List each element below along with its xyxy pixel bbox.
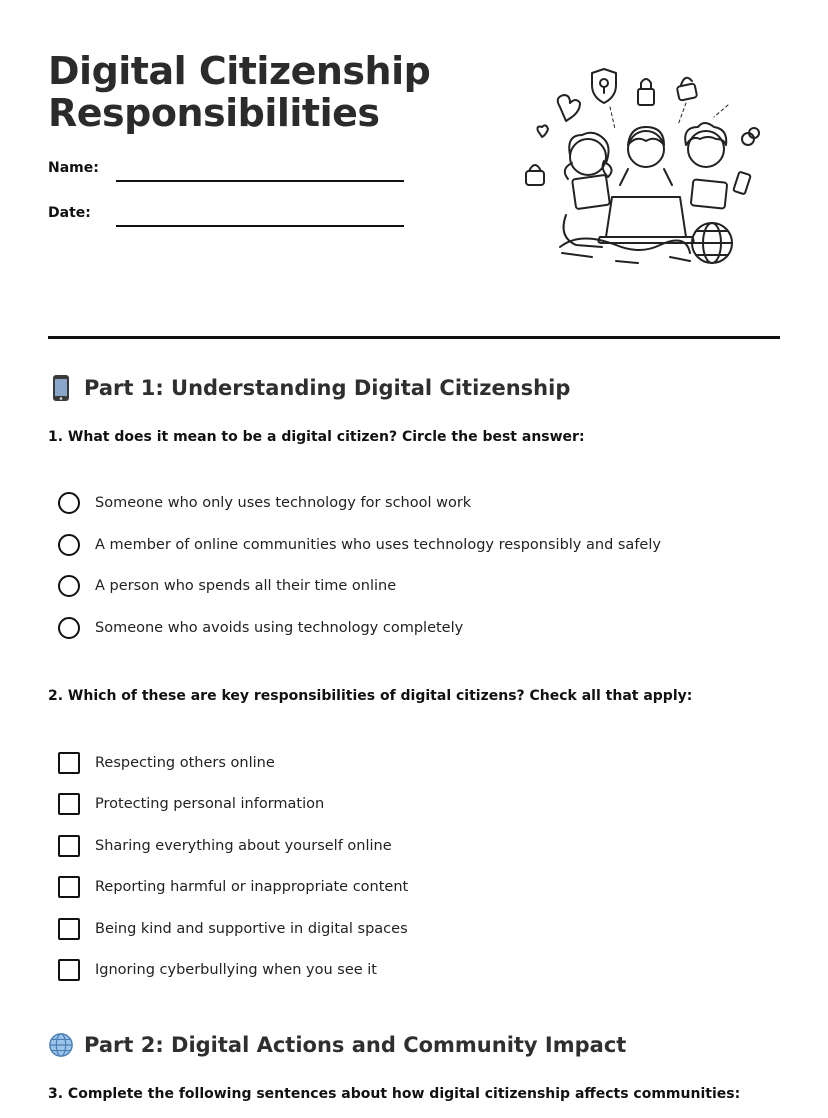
part2-title: Part 2: Digital Actions and Community Impact [84,1033,627,1057]
name-label: Name: [48,160,99,176]
checkbox[interactable] [58,793,80,815]
q2-option-text: Protecting personal information [95,796,325,812]
q2-option[interactable] [58,792,324,816]
part1-heading [48,374,570,402]
mobile-phone-icon [48,374,74,402]
radio-circle[interactable] [58,492,80,514]
q2-option[interactable] [58,875,408,899]
title-line-1: Digital Citizenship [48,49,431,93]
q2-option-text: Ignoring cyberbullying when you see it [95,962,377,978]
radio-circle[interactable] [58,534,80,556]
radio-circle[interactable] [58,617,80,639]
part1-title: Part 1: Understanding Digital Citizenship [84,376,571,400]
name-input-line[interactable] [116,180,404,182]
q1-option-text: Someone who only uses technology for school work [95,495,472,511]
q1-option-text: A person who spends all their time online [95,578,397,594]
radio-circle[interactable] [58,575,80,597]
q1-option[interactable] [58,491,471,515]
q2-option[interactable] [58,834,392,858]
header-divider [48,336,780,339]
q2-option-text: Being kind and supportive in digital spaces [95,921,408,937]
q2-option-text: Sharing everything about yourself online [95,838,392,854]
question-1: 1. What does it mean to be a digital citizen? Circle the best answer: [48,429,585,445]
date-field [48,205,404,221]
kids-with-devices-illustration [520,65,765,270]
q1-option[interactable] [58,533,661,557]
date-input-line[interactable] [116,225,404,227]
q2-option-text: Respecting others online [95,755,275,771]
globe-icon [48,1031,74,1059]
checkbox[interactable] [58,959,80,981]
q1-option-text: Someone who avoids using technology completely [95,620,464,636]
name-field [48,160,404,176]
page-title [48,50,468,134]
q2-option[interactable] [58,917,408,941]
date-label: Date: [48,205,91,221]
q2-option[interactable] [58,958,377,982]
question-2: 2. Which of these are key responsibilities of digital citizens? Check all that apply: [48,688,693,704]
q2-option-text: Reporting harmful or inappropriate content [95,879,409,895]
title-line-2: Responsibilities [48,91,380,135]
checkbox[interactable] [58,918,80,940]
q1-option-text: A member of online communities who uses technology responsibly and safely [95,537,661,553]
checkbox[interactable] [58,876,80,898]
q1-option[interactable] [58,616,463,640]
q1-option[interactable] [58,574,396,598]
q2-option[interactable] [58,751,275,775]
checkbox[interactable] [58,752,80,774]
question-3: 3. Complete the following sentences about how digital citizenship affects communities: [48,1086,741,1102]
checkbox[interactable] [58,835,80,857]
part2-heading [48,1031,626,1059]
